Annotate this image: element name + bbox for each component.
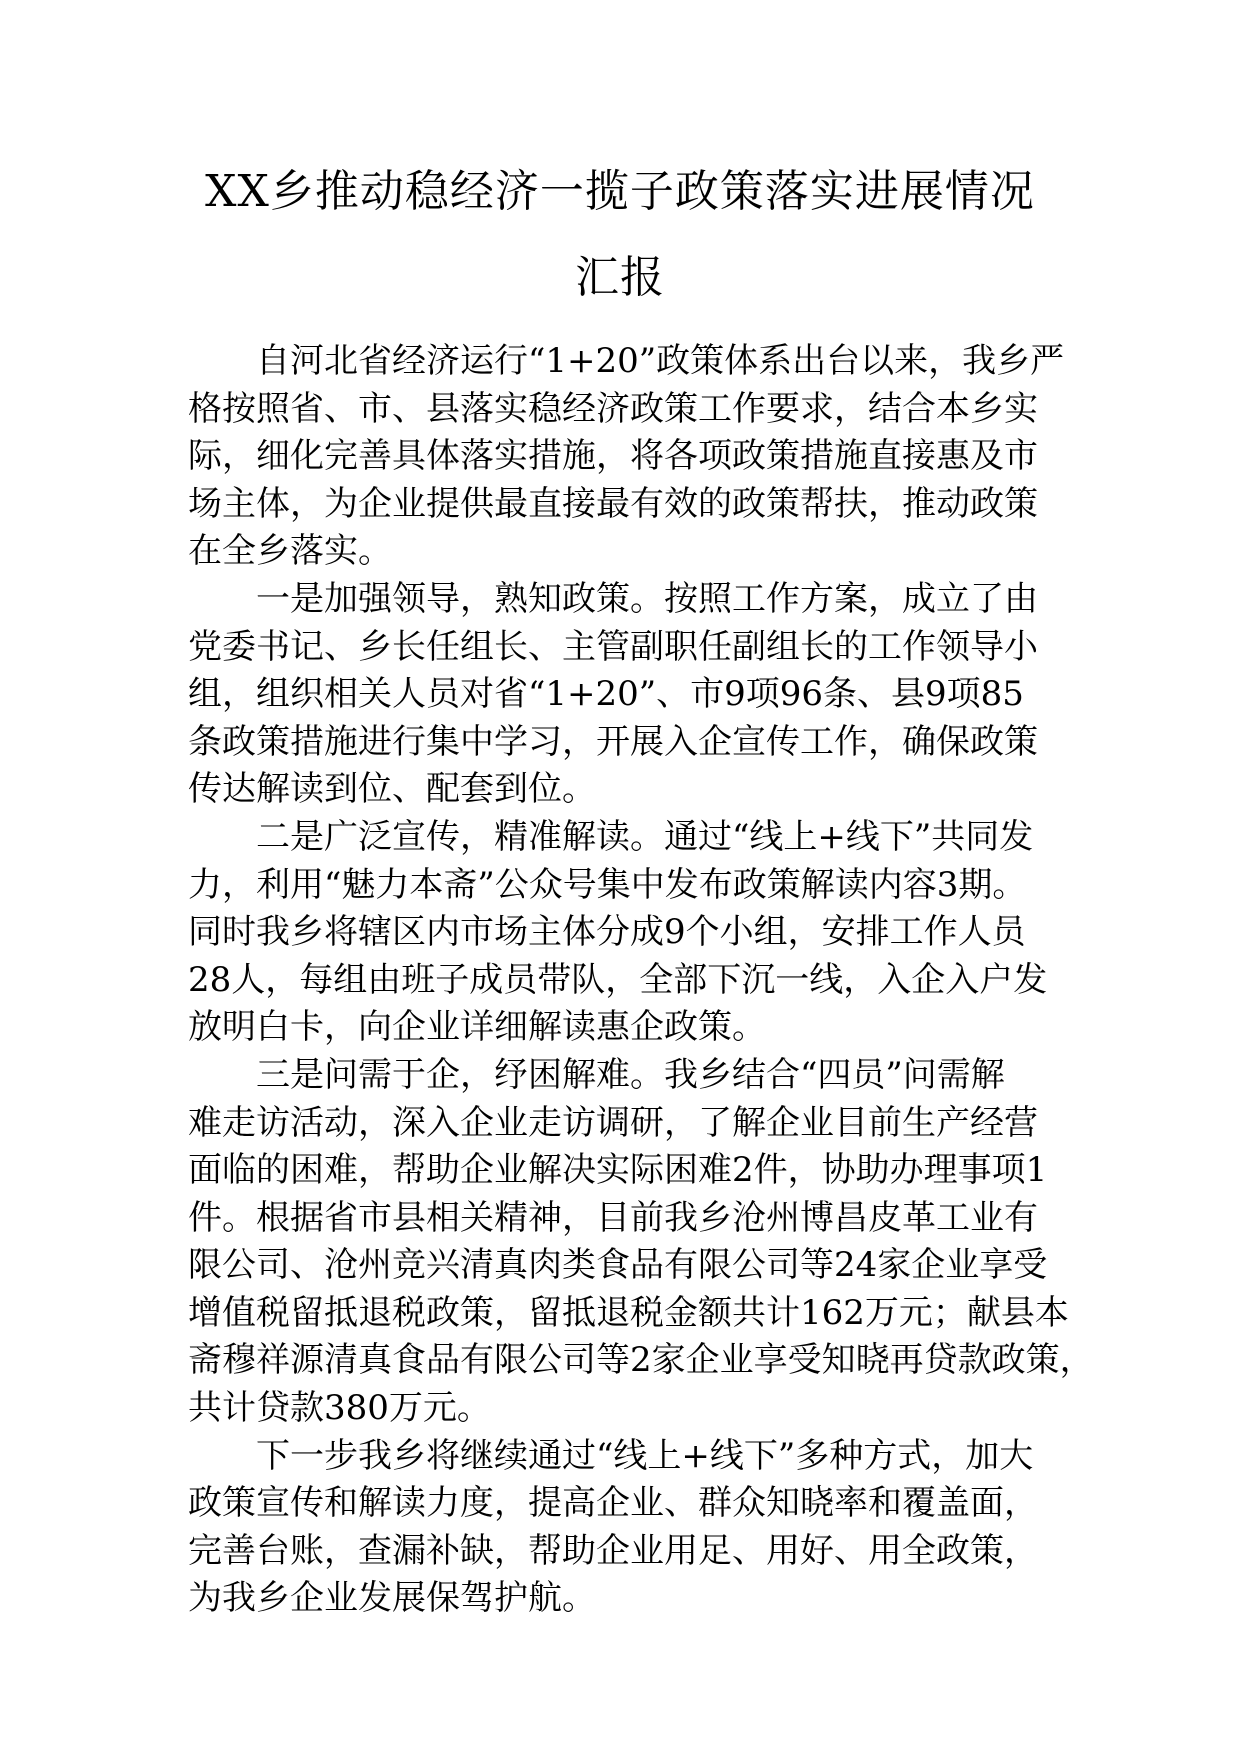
paragraph-line: 场主体，为企业提供最直接最有效的政策帮扶，推动政策 bbox=[188, 483, 1038, 524]
paragraph-next-steps bbox=[188, 1433, 1058, 1623]
paragraph-line: 增值税留抵退税政策，留抵退税金额共计162万元；献县本 bbox=[188, 1292, 1069, 1333]
paragraph-line: 条政策措施进行集中学习，开展入企宣传工作，确保政策 bbox=[188, 721, 1038, 762]
paragraph-line: 一是加强领导，熟知政策。按照工作方案，成立了由 bbox=[256, 578, 1038, 619]
paragraph-line: 件。根据省市县相关精神，目前我乡沧州博昌皮革工业有 bbox=[188, 1197, 1038, 1238]
document-body bbox=[188, 338, 1094, 1623]
paragraph-line: 放明白卡，向企业详细解读惠企政策。 bbox=[188, 1007, 766, 1048]
paragraph-publicity bbox=[188, 814, 1058, 1052]
paragraph-intro bbox=[188, 338, 1065, 576]
title-line-1: XX乡推动稳经济一揽子政策落实进展情况 bbox=[205, 166, 1035, 217]
paragraph-line: 共计贷款380万元。 bbox=[188, 1388, 491, 1429]
paragraph-line: 政策宣传和解读力度，提高企业、群众知晓率和覆盖面， bbox=[188, 1483, 1038, 1524]
paragraph-line: 组，组织相关人员对省“1+20”、市9项96条、县9项85 bbox=[188, 674, 1024, 715]
document-title bbox=[160, 166, 1080, 304]
paragraph-line: 难走访活动，深入企业走访调研，了解企业目前生产经营 bbox=[188, 1102, 1038, 1143]
paragraph-line: 党委书记、乡长任组长、主管副职任副组长的工作领导小 bbox=[188, 626, 1038, 667]
paragraph-line: 三是问需于企，纾困解难。我乡结合“四员”问需解 bbox=[256, 1054, 1005, 1095]
paragraph-line: 在全乡落实。 bbox=[188, 531, 392, 572]
paragraph-line: 同时我乡将辖区内市场主体分成9个小组，安排工作人员 bbox=[188, 912, 1026, 953]
paragraph-leadership bbox=[188, 576, 1058, 814]
paragraph-line: 限公司、沧州竞兴清真肉类食品有限公司等24家企业享受 bbox=[188, 1245, 1048, 1286]
title-line-2: 汇报 bbox=[575, 252, 665, 303]
paragraph-line: 完善台账，查漏补缺，帮助企业用足、用好、用全政策， bbox=[188, 1530, 1038, 1571]
paragraph-line: 二是广泛宣传，精准解读。通过“线上+线下”共同发 bbox=[256, 816, 1034, 857]
paragraph-line: 面临的困难，帮助企业解决实际困难2件，协助办理事项1 bbox=[188, 1150, 1048, 1191]
paragraph-line: 自河北省经济运行“1+20”政策体系出台以来，我乡严 bbox=[256, 341, 1065, 381]
paragraph-enterprise-support bbox=[188, 1052, 1094, 1433]
paragraph-line: 际，细化完善具体落实措施，将各项政策措施直接惠及市 bbox=[188, 436, 1038, 477]
paragraph-line: 为我乡企业发展保驾护航。 bbox=[188, 1578, 596, 1619]
paragraph-line: 28人，每组由班子成员带队，全部下沉一线，入企入户发 bbox=[188, 959, 1048, 1000]
paragraph-line: 下一步我乡将继续通过“线上+线下”多种方式，加大 bbox=[256, 1435, 1034, 1476]
paragraph-line: 格按照省、市、县落实稳经济政策工作要求，结合本乡实 bbox=[188, 388, 1038, 429]
paragraph-line: 传达解读到位、配套到位。 bbox=[188, 769, 596, 810]
paragraph-line: 力，利用“魅力本斋”公众号集中发布政策解读内容3期。 bbox=[188, 864, 1027, 905]
paragraph-line: 斋穆祥源清真食品有限公司等2家企业享受知晓再贷款政策， bbox=[188, 1340, 1094, 1381]
